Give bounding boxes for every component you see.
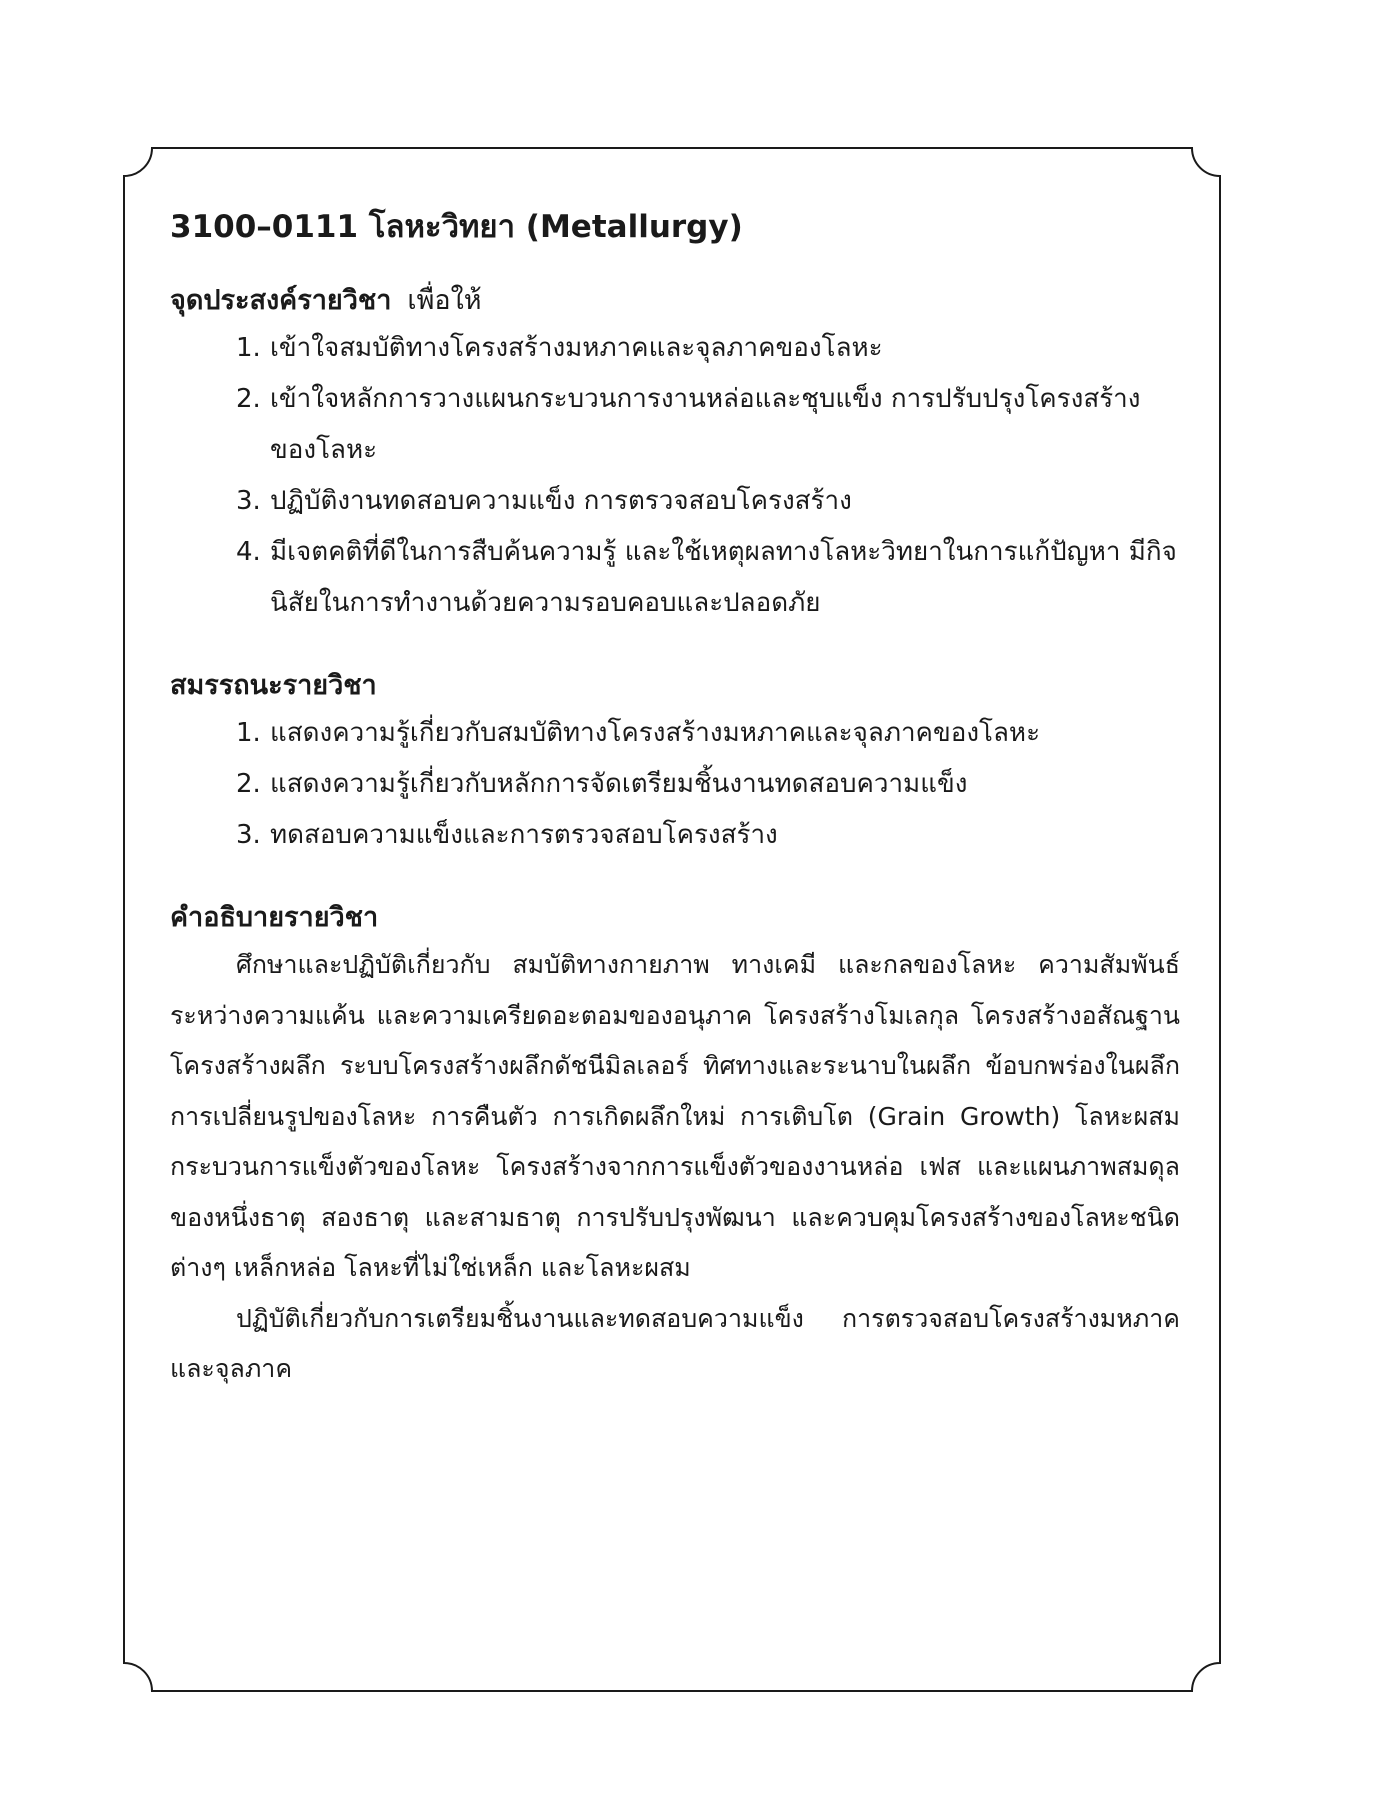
competency-number: 2. [236, 769, 261, 799]
objective-item [170, 476, 1180, 527]
competencies-section [170, 664, 1180, 861]
competency-text: ทดสอบความแข็งและการตรวจสอบโครงสร้าง [270, 820, 778, 850]
competency-number: 1. [236, 718, 261, 748]
objective-text: เข้าใจสมบัติทางโครงสร้างมหภาคและจุลภาคของโลหะ [270, 333, 883, 363]
objective-number: 3. [236, 486, 261, 516]
description-heading: คำอธิบายรายวิชา [170, 902, 379, 933]
objective-item [170, 527, 1180, 629]
objectives-heading-suffix: เพื่อให้ [407, 285, 482, 316]
objective-number: 1. [236, 333, 261, 363]
description-paragraph: ปฏิบัติเกี่ยวกับการเตรียมชิ้นงานและทดสอบความแข็ง การตรวจสอบโครงสร้างมหภาคและจุลภาค [170, 1303, 1180, 1383]
objective-number: 4. [236, 537, 261, 567]
competencies-heading: สมรรถนะรายวิชา [170, 670, 377, 701]
competency-item [170, 810, 1180, 861]
objective-text: เข้าใจหลักการวางแผนกระบวนการงานหล่อและชุบแข็ง การปรับปรุงโครงสร้างของโลหะ [270, 384, 1141, 465]
objectives-section [170, 279, 1180, 629]
description-paragraph: ศึกษาและปฏิบัติเกี่ยวกับ สมบัติทางกายภาพ ทางเคมี และกลของโลหะ ความสัมพันธ์ระหว่างความแค้น และความเครียดอะตอมของอนุภาค โครงสร้างโมเลกุล โครงสร้างอสัณฐาน โครงสร้างผลึก ระบบโครงสร้างผลึกดัชนีมิลเลอร์ ทิศทางและระนาบในผลึก ข้อบกพร่องในผลึก การเปลี่ยนรูปของโลหะ การคืนตัว การเกิดผลึกใหม่ การเติบโต (Grain Growth) โลหะผสม กระบวนการแข็งตัวของโลหะ โครงสร้างจากการแข็งตัวของงานหล่อ เฟส และแผนภาพสมดุล ของหนึ่งธาตุ สองธาตุ และสามธาตุ การปรับปรุงพัฒนา และควบคุมโครงสร้างของโลหะชนิดต่างๆ เหล็กหล่อ โลหะที่ไม่ใช่เหล็ก และโลหะผสม [170, 950, 1180, 1282]
objectives-heading-label: จุดประสงค์รายวิชา [170, 285, 392, 316]
objective-item [170, 323, 1180, 374]
course-content [170, 205, 1180, 1395]
objective-text: ปฏิบัติงานทดสอบความแข็ง การตรวจสอบโครงสร้าง [270, 486, 852, 516]
description-section [170, 896, 1180, 1395]
objectives-list [170, 323, 1180, 629]
objective-text: มีเจตคติที่ดีในการสืบค้นความรู้ และใช้เหตุผลทางโลหะวิทยาในการแก้ปัญหา มีกิจนิสัยในการทำงานด้วยความรอบคอบและปลอดภัย [270, 537, 1177, 618]
competency-text: แสดงความรู้เกี่ยวกับหลักการจัดเตรียมชิ้นงานทดสอบความแข็ง [270, 769, 968, 799]
course-title: 3100–0111 โลหะวิทยา (Metallurgy) [170, 209, 743, 245]
competency-item [170, 759, 1180, 810]
competency-text: แสดงความรู้เกี่ยวกับสมบัติทางโครงสร้างมหภาคและจุลภาคของโลหะ [270, 718, 1041, 748]
competencies-list [170, 708, 1180, 861]
section-spacer [170, 861, 1180, 896]
competency-item [170, 708, 1180, 759]
objectives-heading [170, 279, 1180, 323]
section-spacer [170, 629, 1180, 664]
competency-number: 3. [236, 820, 261, 850]
objective-number: 2. [236, 384, 261, 414]
objective-item [170, 374, 1180, 476]
